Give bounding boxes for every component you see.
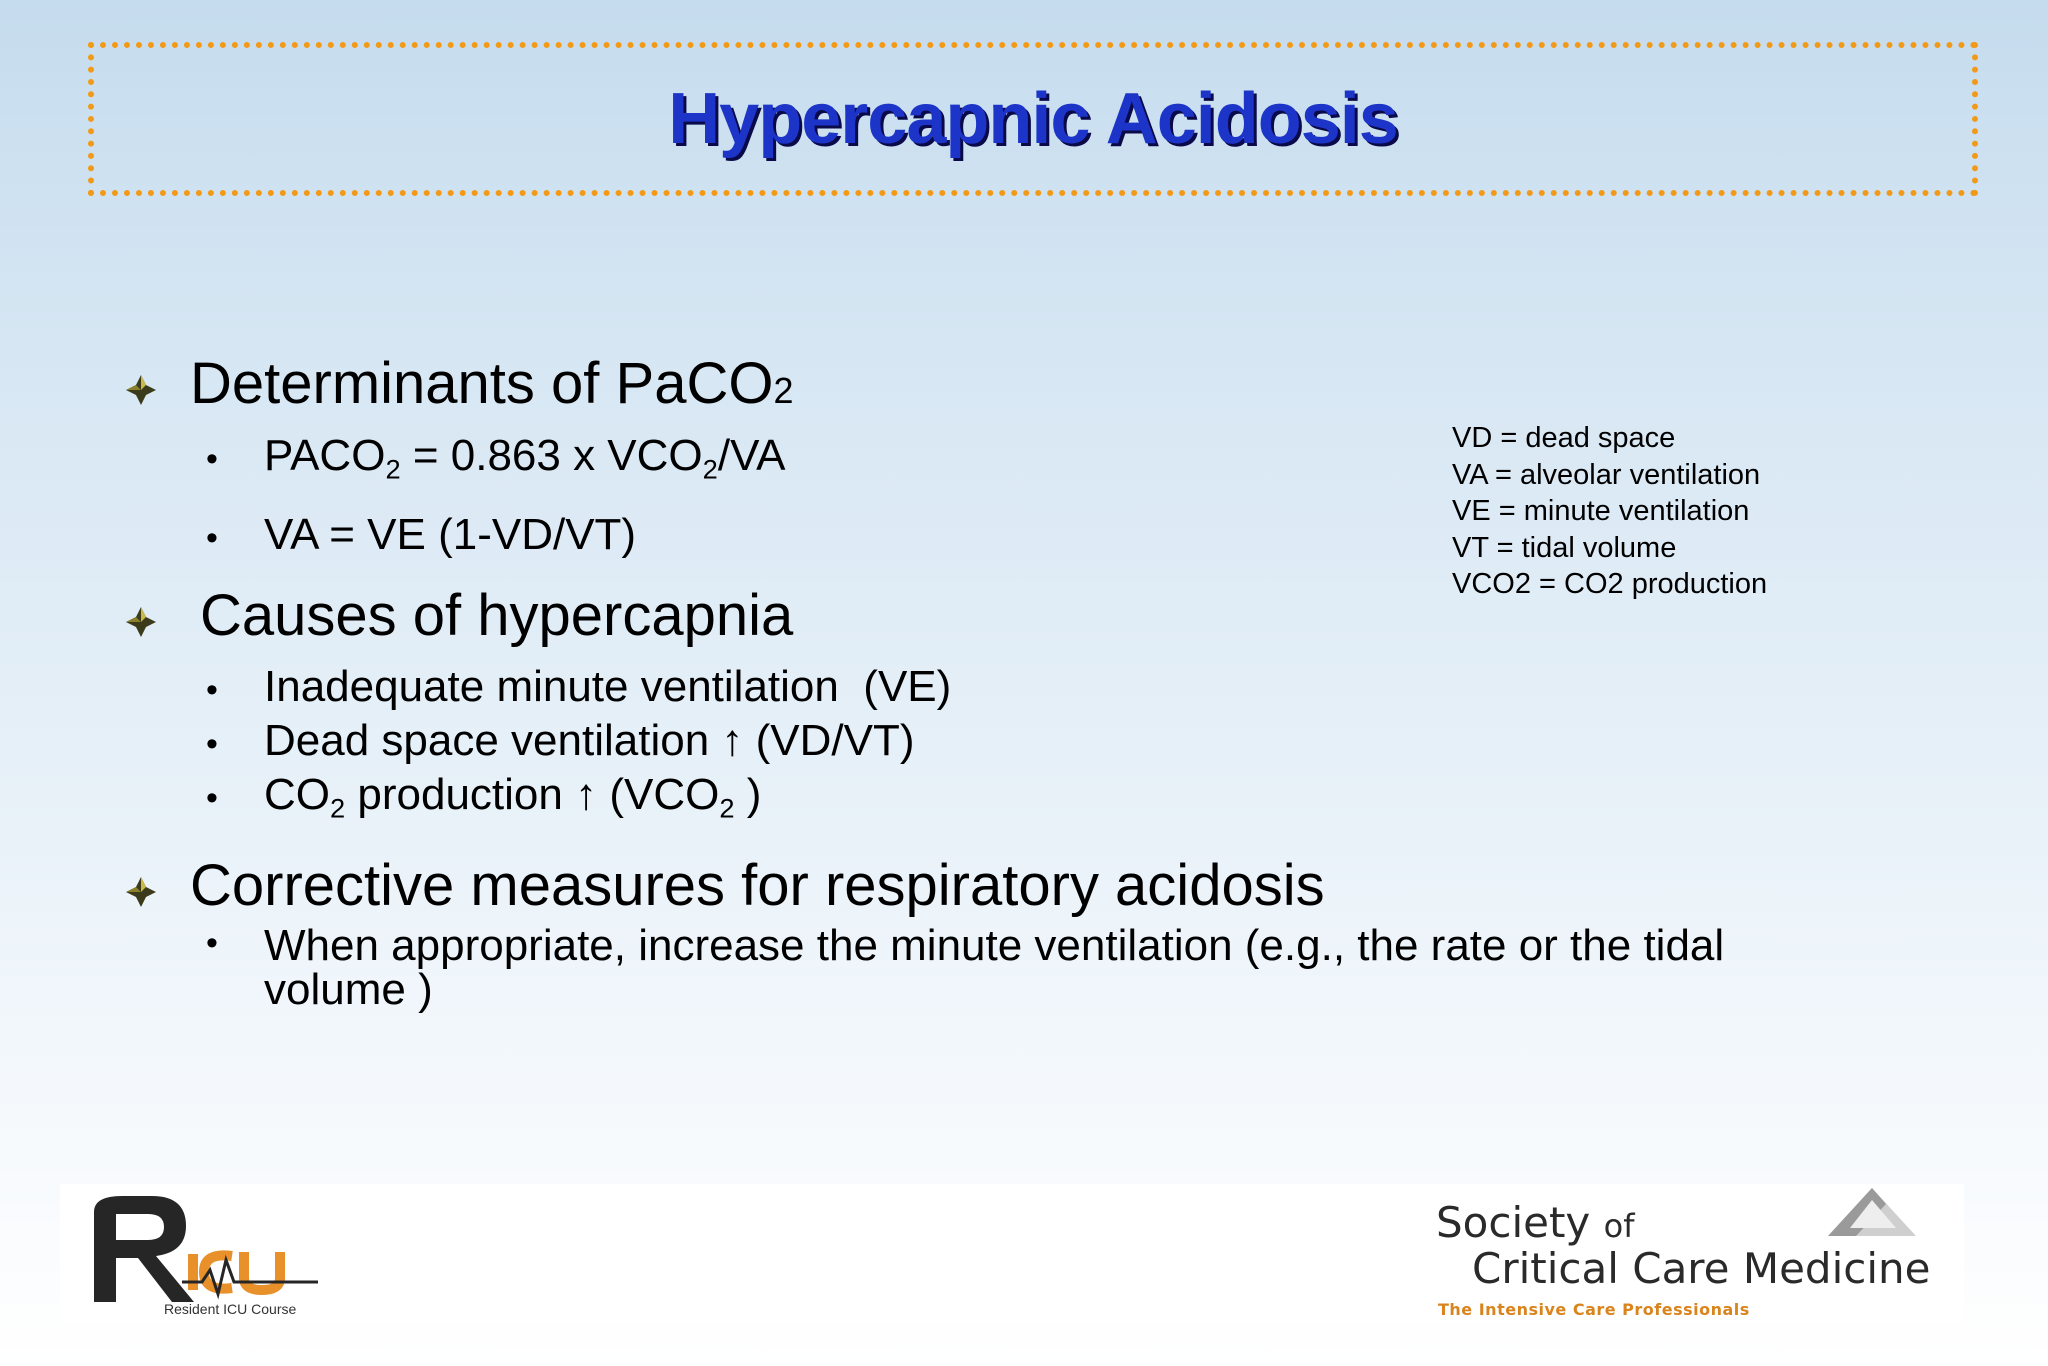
item-text: VA = VE (1-VD/VT) — [264, 510, 637, 559]
item-line: When appropriate, increase the minute ventilation (e.g., the rate or the tidal — [264, 921, 1725, 970]
item-text: $PACO_2 = 0.863$ x $VCO_2/VA$ — [264, 431, 786, 485]
item-text — [264, 921, 1725, 1014]
sccm-name-line1: Society of — [1436, 1198, 1635, 1247]
bullet-dot: • — [206, 519, 218, 557]
section-heading-corrective — [124, 852, 1325, 919]
four-point-arrow-icon — [124, 373, 158, 407]
legend-line: VCO2 = CO2 production — [1452, 568, 1768, 600]
list-item — [206, 510, 636, 560]
four-point-arrow-icon — [124, 875, 158, 909]
list-item — [206, 921, 1725, 1014]
slide-title: Hypercapnic Acidosis — [668, 79, 1398, 159]
pyramid-logo-mark — [1816, 1184, 1936, 1242]
section-heading-determinants: Determinants of PaCO 2 — [124, 350, 793, 417]
legend-line: VA = alveolar ventilation — [1452, 458, 1761, 491]
svg-text:Resident ICU Course: Resident ICU Course — [164, 1301, 297, 1317]
ricu-logo — [82, 1190, 382, 1320]
sccm-tagline: The Intensive Care Professionals — [1438, 1300, 1750, 1319]
sccm-logo — [1416, 1184, 1956, 1324]
item-text: Dead space ventilation ↑ (VD/VT) — [264, 716, 915, 765]
legend-line: VT = tidal volume — [1452, 531, 1677, 564]
four-point-arrow-icon — [124, 605, 158, 639]
heading-text: Corrective measures for respiratory acidosis — [190, 853, 1325, 918]
legend-line: VE = minute ventilation — [1452, 495, 1750, 527]
sccm-name-line2: Critical Care Medicine — [1472, 1244, 1931, 1293]
item-text: $CO_2$ production ↑ ($VCO_2$ ) — [264, 770, 762, 824]
list-item — [206, 662, 951, 712]
footer-logo-bar — [60, 1184, 1964, 1324]
list-item — [206, 431, 786, 485]
bullet-dot: • — [206, 779, 218, 817]
abbreviation-legend — [1452, 420, 1767, 603]
section-heading-causes — [124, 582, 793, 649]
list-item — [206, 770, 762, 824]
title-frame — [88, 42, 1978, 196]
heading-text: Causes of hypercapnia — [200, 583, 794, 648]
item-line: volume ) — [264, 965, 433, 1014]
bullet-dot: • — [206, 440, 218, 478]
item-text: Inadequate minute ventilation (VE) — [264, 662, 952, 711]
list-item — [206, 716, 915, 766]
legend-line: VD = dead space — [1452, 422, 1676, 454]
heading-text: Determinants of PaCO — [190, 351, 774, 416]
bullet-dot: • — [206, 671, 218, 709]
bullet-dot: • — [206, 924, 218, 962]
bullet-dot: • — [206, 725, 218, 763]
